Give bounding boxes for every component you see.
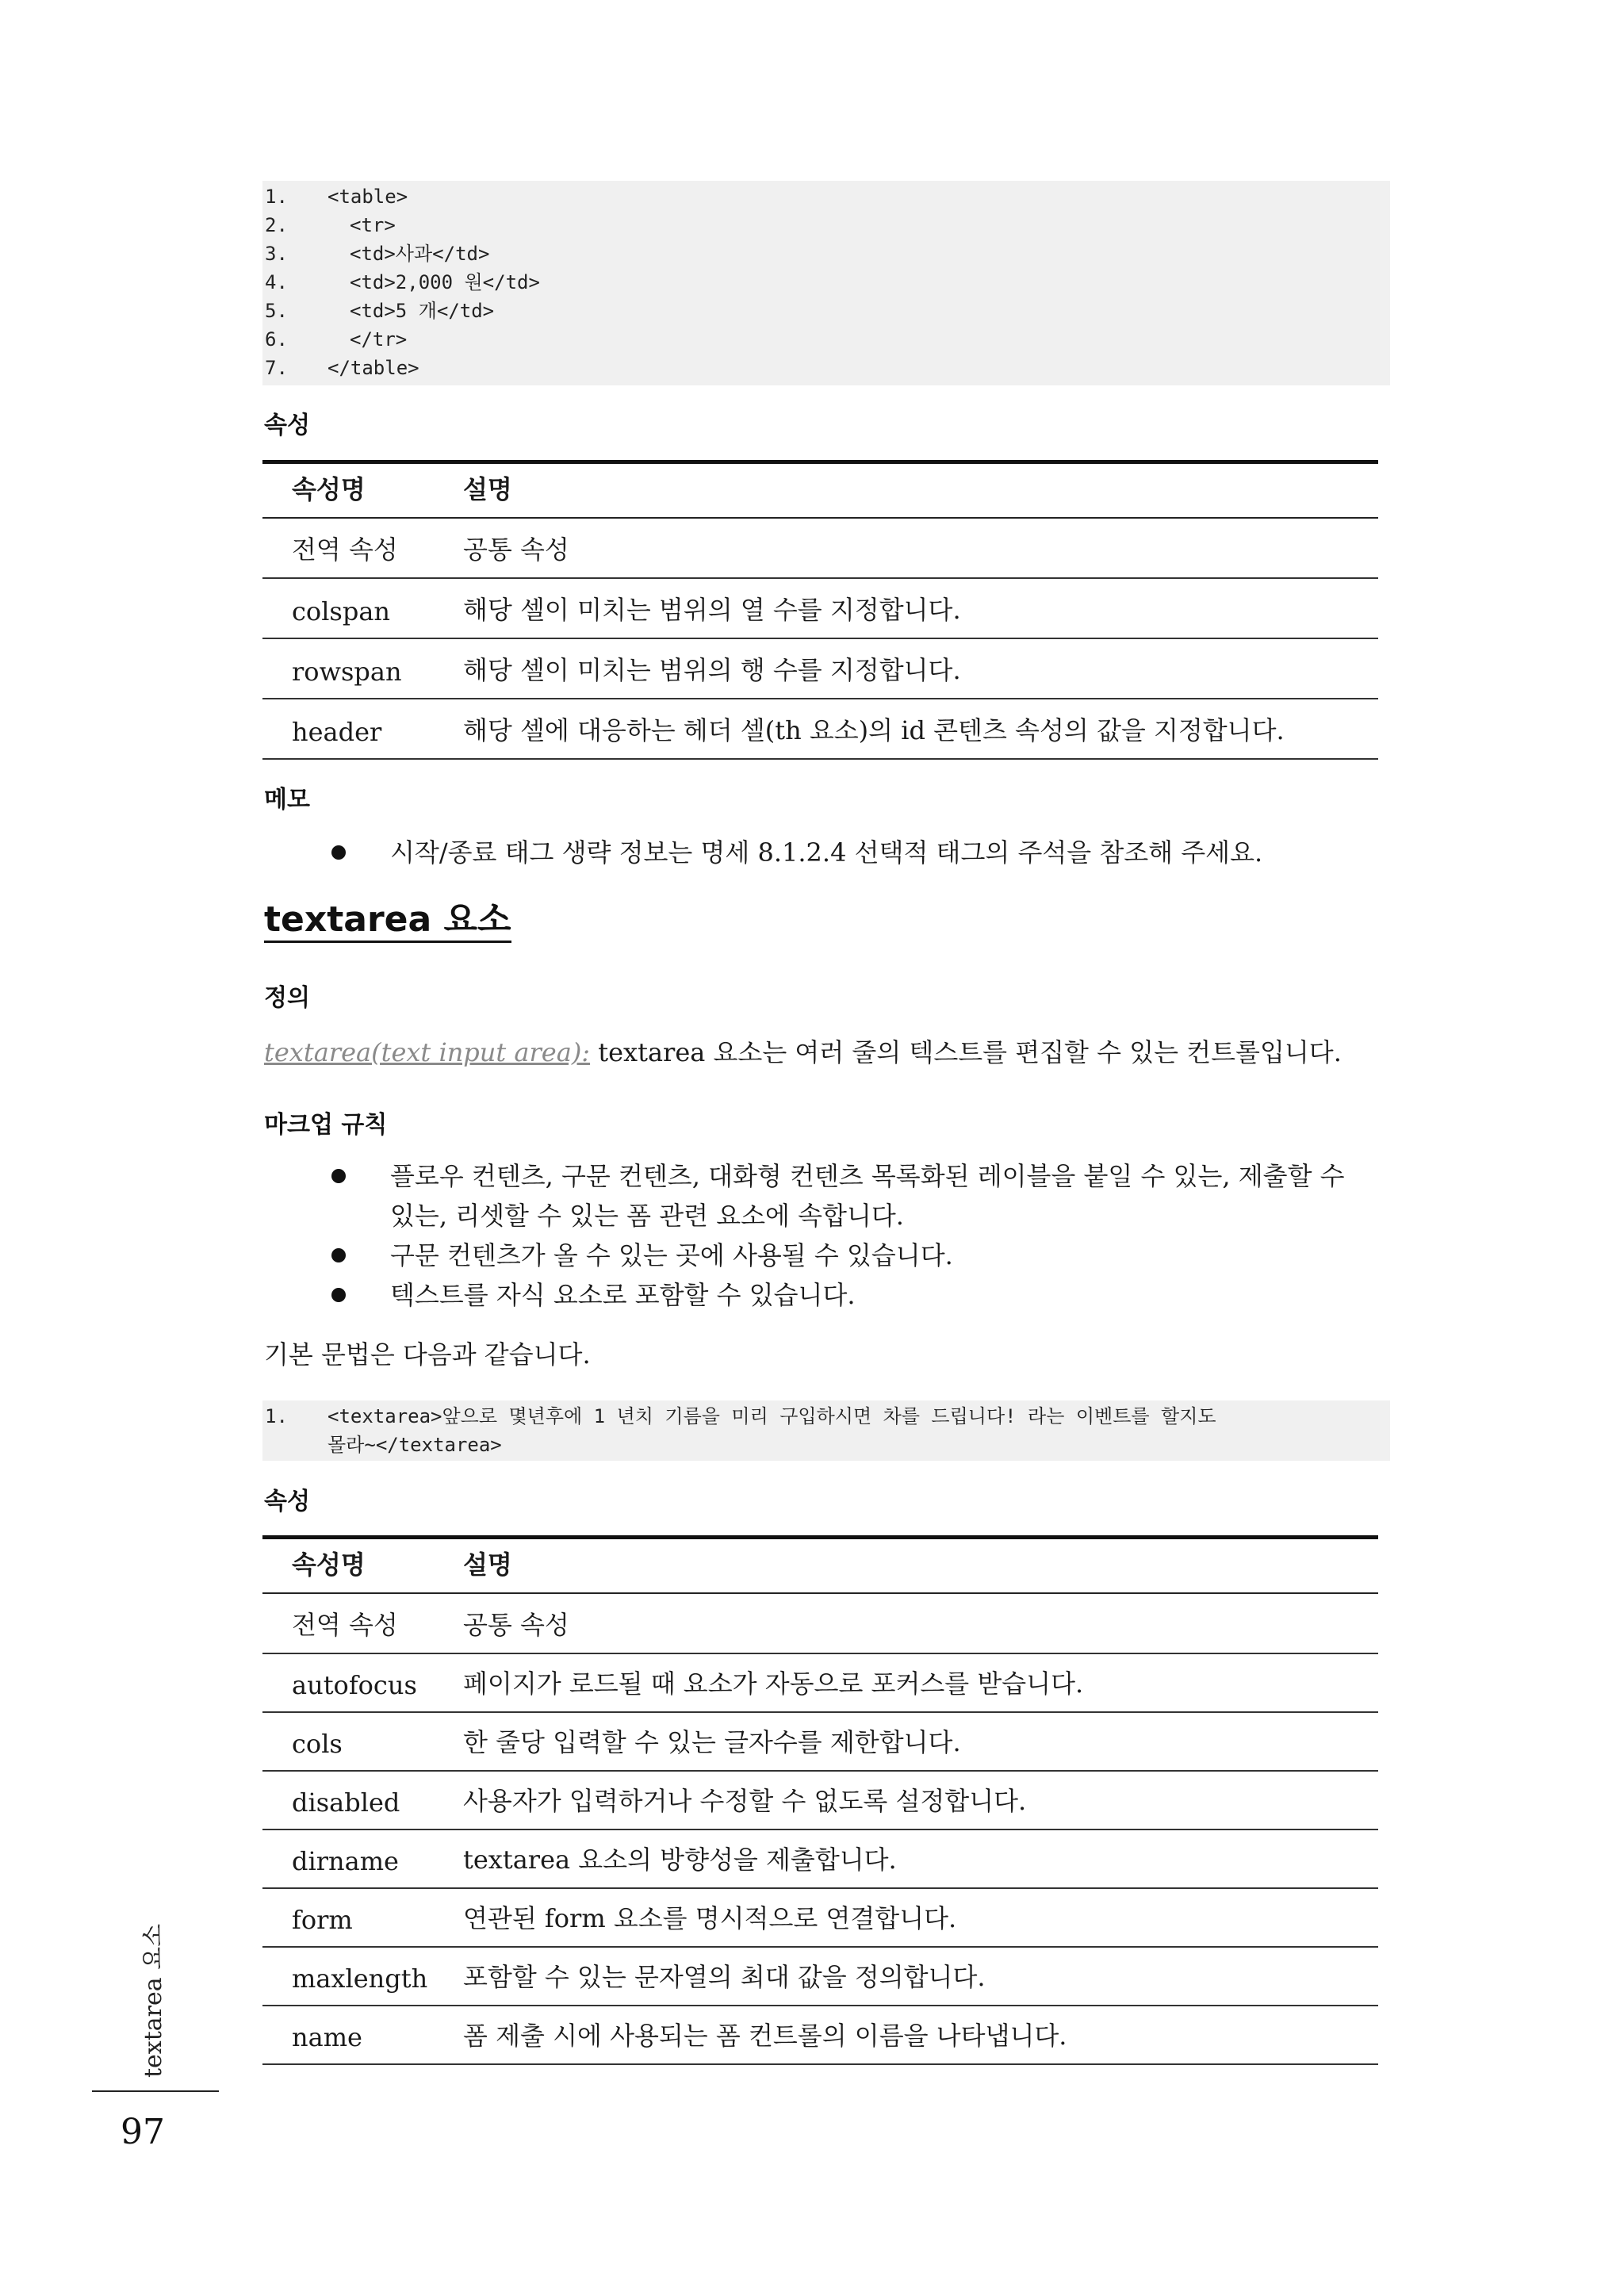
definition-term: textarea(text input area): xyxy=(264,1037,591,1067)
markup-rule-item: 플로우 컨텐츠, 구문 컨텐츠, 대화형 컨텐츠 목록화된 레이블을 붙일 수 있는, 제출할 수 있는, 리셋할 수 있는 폼 관련 요소에 속합니다. xyxy=(390,1161,1345,1231)
header-cell-desc: 설명 xyxy=(463,474,512,504)
table-row: disabled 사용자가 입력하거나 수정할 수 없도록 설정합니다. xyxy=(262,1772,1378,1830)
section-title: textarea 요소 xyxy=(264,901,511,943)
table-row: form 연관된 form 요소를 명시적으로 연결합니다. xyxy=(262,1889,1378,1948)
table-row: name 폼 제출 시에 사용되는 폼 컨트롤의 이름을 나타냅니다. xyxy=(262,2006,1378,2065)
code-block-textarea-example: 1. <textarea>앞으로 몇년후에 1 년치 기름을 미리 구입하시면 차를 드립니다! 라는 이벤트를 할지도 몰라~</textarea> xyxy=(262,1400,1390,1461)
markup-rule-item: 구문 컨텐츠가 올 수 있는 곳에 사용될 수 있습니다. xyxy=(390,1240,953,1270)
bullet-dot xyxy=(331,1169,346,1183)
side-divider xyxy=(92,2090,219,2092)
definition-text xyxy=(264,1033,1342,1069)
table-row: maxlength 포함할 수 있는 문자열의 최대 값을 정의합니다. xyxy=(262,1948,1378,2006)
header-cell-name: 속성명 xyxy=(292,1550,366,1580)
code-block-table-example: 1. <table> 2. <tr> 3. <td>사과</td> 4. <td>2,000 원</td> 5. <td>5 개</td> 6. </tr> 7. </table> xyxy=(262,181,1390,385)
page-number: 97 xyxy=(121,2112,165,2152)
table-row: rowspan 해당 셀이 미치는 범위의 행 수를 지정합니다. xyxy=(262,641,1378,699)
table-row: 전역 속성 공통 속성 xyxy=(262,520,1378,579)
table-row: autofocus 페이지가 로드될 때 요소가 자동으로 포커스를 받습니다. xyxy=(262,1654,1378,1713)
table-header-row xyxy=(262,1539,1378,1594)
attributes-table-td xyxy=(262,460,1378,761)
attributes-heading: 속성 xyxy=(264,412,310,439)
header-cell-name: 속성명 xyxy=(292,474,366,504)
table-row: colspan 해당 셀이 미치는 범위의 열 수를 지정합니다. xyxy=(262,580,1378,639)
markup-rules-heading: 마크업 규칙 xyxy=(264,1111,388,1139)
bullet-dot xyxy=(331,845,346,860)
table-row: cols 한 줄당 입력할 수 있는 글자수를 제한합니다. xyxy=(262,1713,1378,1772)
table-row: dirname textarea 요소의 방향성을 제출합니다. xyxy=(262,1830,1378,1889)
markup-rule-item: 텍스트를 자식 요소로 포함할 수 있습니다. xyxy=(390,1280,856,1310)
memo-item: 시작/종료 태그 생략 정보는 명세 8.1.2.4 선택적 태그의 주석을 참조해 주세요. xyxy=(390,837,1263,868)
table-row: 전역 속성 공통 속성 xyxy=(262,1596,1378,1654)
bullet-dot xyxy=(331,1248,346,1262)
table-row: header 해당 셀에 대응하는 헤더 셀(th 요소)의 id 콘텐츠 속성의 값을 지정합니다. xyxy=(262,701,1378,760)
attributes-heading: 속성 xyxy=(264,1488,310,1515)
attributes-table-textarea xyxy=(262,1535,1378,2078)
definition-heading: 정의 xyxy=(264,984,310,1012)
side-chapter-label: textarea 요소 xyxy=(140,1923,167,2078)
header-cell-desc: 설명 xyxy=(463,1550,512,1580)
syntax-intro: 기본 문법은 다음과 같습니다. xyxy=(264,1339,591,1370)
bullet-dot xyxy=(331,1288,346,1302)
memo-heading: 메모 xyxy=(264,786,310,814)
definition-body: textarea 요소는 여러 줄의 텍스트를 편집할 수 있는 컨트롤입니다. xyxy=(590,1037,1342,1067)
table-header-row xyxy=(262,464,1378,519)
